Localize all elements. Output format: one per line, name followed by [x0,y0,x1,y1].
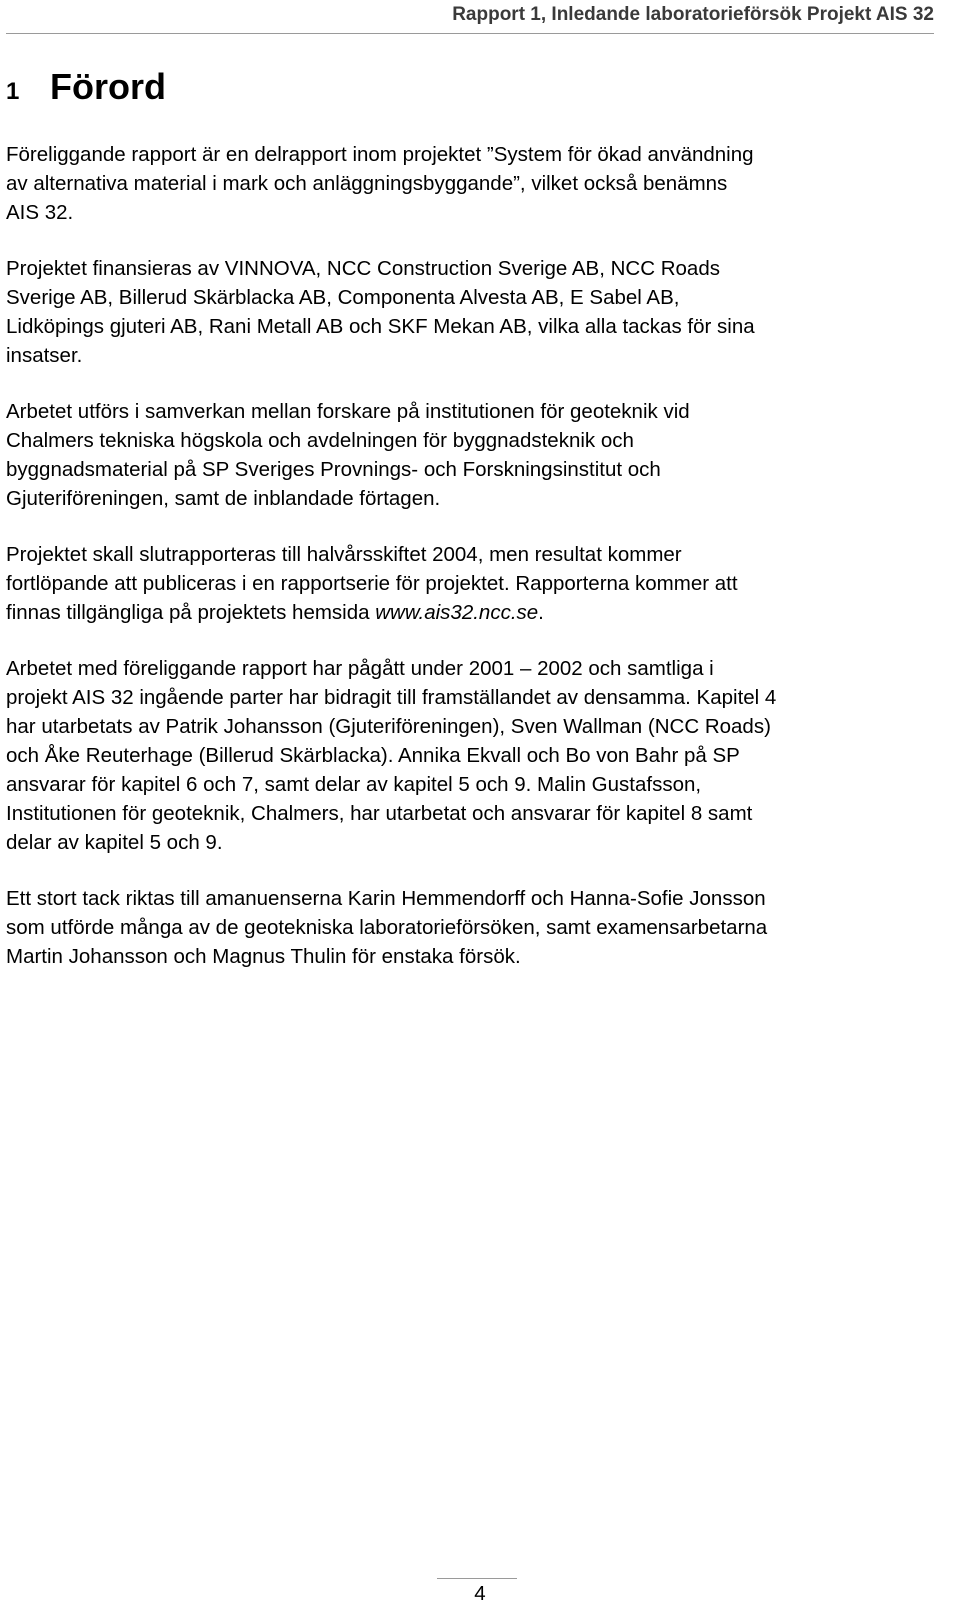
paragraph-acknowledgements [6,884,936,971]
chapter-number: 1 [6,78,20,105]
page-number: 4 [474,1582,486,1605]
text-line: Institutionen för geoteknik, Chalmers, har utarbetat och ansvarar för kapitel 8 samt [6,802,753,825]
project-website-link[interactable]: www.ais32.ncc.se [375,601,539,624]
paragraph-collaboration [6,397,936,513]
text-line: Gjuteriföreningen, samt de inblandade förtagen. [6,487,441,510]
text-line: fortlöpande att publiceras i en rapportserie för projektet. Rapporterna kommer att [6,572,738,595]
document-body [6,140,936,998]
chapter-title: Förord [50,66,166,107]
text-fragment: . [538,601,544,624]
text-line: Föreliggande rapport är en delrapport inom projektet ”System för ökad användning [6,143,754,166]
text-line: AIS 32. [6,201,74,224]
paragraph-reporting [6,540,936,627]
text-fragment: finnas tillgängliga på projektets hemsida [6,601,376,624]
text-line: projekt AIS 32 ingående parter har bidragit till framställandet av densamma. Kapitel 4 [6,686,777,709]
text-line: insatser. [6,344,83,367]
chapter-heading [6,66,166,108]
text-line: Martin Johansson och Magnus Thulin för enstaka försök. [6,945,521,968]
paragraph-funding [6,254,936,370]
text-line: Lidköpings gjuteri AB, Rani Metall AB och SKF Mekan AB, vilka alla tackas för sina [6,315,755,338]
text-line: ansvarar för kapitel 6 och 7, samt delar av kapitel 5 och 9. Malin Gustafsson, [6,773,702,796]
text-line: Projektet skall slutrapporteras till halvårsskiftet 2004, men resultat kommer [6,543,682,566]
text-line: av alternativa material i mark och anläggningsbyggande”, vilket också benämns [6,172,728,195]
text-line [6,598,936,627]
text-line: har utarbetats av Patrik Johansson (Gjuteriföreningen), Sven Wallman (NCC Roads) [6,715,771,738]
text-line: Arbetet med föreliggande rapport har pågått under 2001 – 2002 och samtliga i [6,657,714,680]
text-line: som utförde många av de geotekniska laboratorieförsöken, samt examensarbetarna [6,916,768,939]
text-line: Ett stort tack riktas till amanuenserna Karin Hemmendorff och Hanna-Sofie Jonsson [6,887,766,910]
text-line: byggnadsmaterial på SP Sveriges Provnings- och Forskningsinstitut och [6,458,661,481]
text-line: delar av kapitel 5 och 9. [6,831,223,854]
text-line: Chalmers tekniska högskola och avdelningen för byggnadsteknik och [6,429,634,452]
paragraph-intro [6,140,936,227]
header-divider [6,33,934,34]
text-line: Sverige AB, Billerud Skärblacka AB, Componenta Alvesta AB, E Sabel AB, [6,286,680,309]
footer-divider [437,1578,517,1579]
text-line: Projektet finansieras av VINNOVA, NCC Construction Sverige AB, NCC Roads [6,257,720,280]
text-line: Arbetet utförs i samverkan mellan forskare på institutionen för geoteknik vid [6,400,690,423]
paragraph-authors [6,654,936,857]
running-header: Rapport 1, Inledande laboratorieförsök Projekt AIS 32 [452,4,934,25]
text-line: och Åke Reuterhage (Billerud Skärblacka). Annika Ekvall och Bo von Bahr på SP [6,744,740,767]
